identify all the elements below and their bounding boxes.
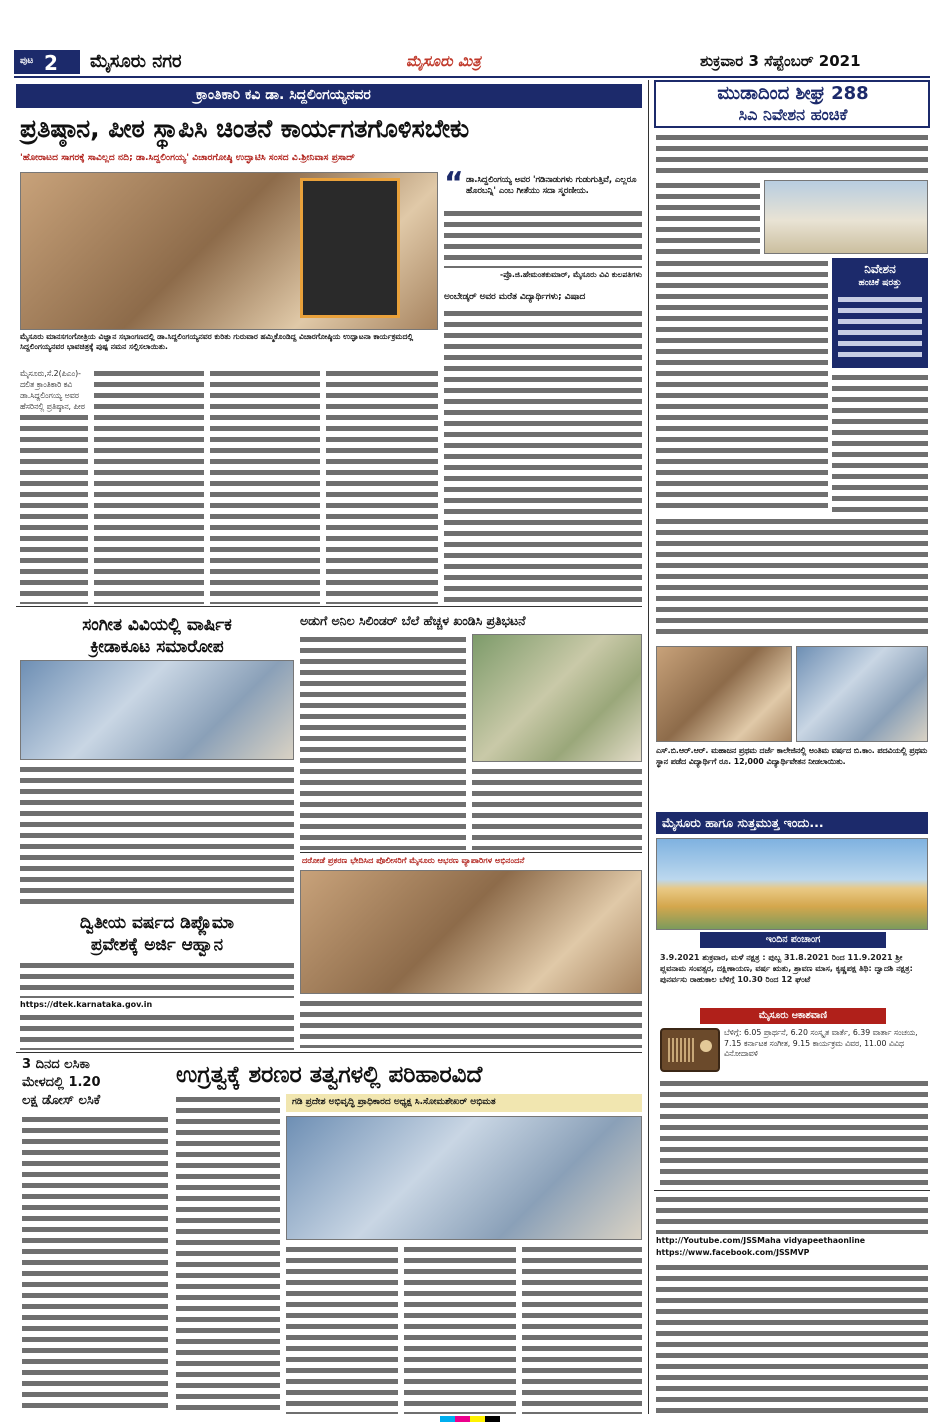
diploma-headline-2: ಪ್ರವೇಶಕ್ಕೆ ಅರ್ಜಿ ಆಹ್ವಾನ [90, 935, 224, 955]
muda-headline-2: ಸಿಎ ನಿವೇಶನ ಹಂಚಿಕೆ [738, 105, 848, 124]
lead-subhead: 'ಹೋರಾಟದ ಸಾಗರಕ್ಕೆ ಸಾವಿಲ್ಲದ ನದಿ; ಡಾ.ಸಿದ್ದಲಿಂಗಯ್ಯ' ವಿಚಾರಗೋಷ್ಠಿ ಉದ್ಘಾಟಿಸಿ ಸಂಸದ ವಿ.ಶ್ರೀನಿವಾಸ ಪ್ರಸಾದ್ [20, 152, 356, 163]
diploma-headline-1: ದ್ವಿತೀಯ ವರ್ಷದ ಡಿಪ್ಲೊಮಾ [79, 913, 235, 933]
sharana-body-col1 [176, 1094, 280, 1414]
portrait-frame [300, 178, 400, 318]
diploma-body-2 [20, 1012, 294, 1050]
music-headline-2: ಕ್ರೀಡಾಕೂಟ ಸಮಾರೋಪ [90, 637, 224, 657]
sharana-body-col4 [522, 1244, 642, 1414]
lead-body-col4 [326, 368, 438, 604]
masthead-rule [14, 76, 930, 78]
muda-body-1 [656, 132, 928, 176]
college-caption: ಎಸ್.ಬಿ.ಆರ್.ಆರ್. ಮಹಾಜನ ಪ್ರಥಮ ದರ್ಜೆ ಕಾಲೇಜಿನಲ್ಲಿ ಅಂತಿಮ ವರ್ಷದ ಬಿ.ಕಾಂ. ಪದವಿಯಲ್ಲಿ ಪ್ರಥಮ ಸ್ಥಾನ ಪಡೆದ ವಿದ್ಯಾರ್ಥಿಗೆ ರೂ. 12,000 ವಿದ್ಯಾರ್ಥಿವೇತನ ನೀಡಲಾಯಿತು. [656, 746, 928, 766]
quote-mark-icon: “ [444, 166, 464, 201]
color-registration-bottom [440, 1416, 500, 1422]
lead-kicker-bar [16, 84, 642, 108]
sharana-body-col2 [286, 1244, 398, 1414]
radio-icon-dial [700, 1040, 712, 1052]
page-label-badge [14, 50, 80, 74]
radio-icon-speaker [668, 1038, 694, 1062]
youtube-link[interactable]: http://Youtube.com/JSSMaha vidyapeethaonline [656, 1236, 866, 1245]
lead-body-col2 [94, 368, 204, 604]
police-banner [300, 852, 642, 868]
page-number: 2 [44, 51, 58, 75]
muda-box-title-1: ನಿವೇಶನ [864, 262, 896, 276]
cylinder-body-col1 [300, 634, 466, 850]
events-body-1 [656, 1194, 928, 1234]
diploma-body [20, 960, 294, 998]
cylinder-body-col2 [472, 766, 642, 850]
muda-body-5 [656, 516, 928, 640]
quote-text: ಡಾ.ಸಿದ್ದಲಿಂಗಯ್ಯ ಅವರ 'ಗಡಿನಾಡುಗಳು ಗುಡುಗುತ್ತಿವೆ, ಎಲ್ಲರೂ ಹೊರಬನ್ನಿ' ಎಂಬ ಗೀತೆಯು ಸದಾ ಸ್ಮರಣೀಯ. [466, 174, 637, 195]
page-label: ಪುಟ [20, 56, 34, 66]
sharana-headline: ಉಗ್ರತ್ವಕ್ಕೆ ಶರಣರ ತತ್ವಗಳಲ್ಲಿ ಪರಿಹಾರವಿದೆ [176, 1062, 483, 1088]
radio-icon [660, 1028, 720, 1072]
diploma-url[interactable]: https://dtek.karnataka.gov.in [20, 1000, 153, 1009]
radio-title: ಮೈಸೂರು ಆಕಾಶವಾಣಿ [758, 1010, 828, 1021]
right-divider [654, 1190, 930, 1191]
today-title: ಮೈಸೂರು ಹಾಗೂ ಸುತ್ತಮುತ್ತ ಇಂದು... [662, 815, 824, 830]
sharana-subhead-bar [286, 1094, 642, 1112]
quote-box [444, 166, 642, 290]
police-banner-text: ದರೋಡೆ ಪ್ರಕರಣ ಭೇದಿಸಿದ ಪೊಲೀಸರಿಗೆ ಮೈಸೂರು ಆಭರಣ ವ್ಯಾಪಾರಿಗಳ ಅಭಿನಂದನೆ [302, 855, 525, 865]
music-body [20, 764, 294, 906]
lead-kicker: ಕ್ರಾಂತಿಕಾರಿ ಕವಿ ಡಾ. ಸಿದ್ದಲಿಂಗಯ್ಯನವರ [196, 87, 371, 103]
panchanga-text: 3.9.2021 ಶುಕ್ರವಾರ, ಮಳೆ ನಕ್ಷತ್ರ : ಪುಬ್ಬ 31.8.2021 ರಿಂದ 11.9.2021 ಶ್ರೀ ಪ್ಲವನಾಮ ಸಂವತ್ಸರ, ದಕ್ಷಿಣಾಯಣ, ವರ್ಷ ಋತು, ಶ್ರಾವಣ ಮಾಸ, ಕೃಷ್ಣಪಕ್ಷ ತಿಥಿ: ದ್ವಾದಶಿ ನಕ್ಷತ್ರ: ಪುನರ್ವಸು ರಾಹುಕಾಲ ಬೆಳಿಗ್ಗೆ 10.30 ರಿಂದ 12 ಘಂಟೆ [660, 953, 913, 984]
radio-title-bar [700, 1008, 886, 1024]
vaccine-headline-2: ಮೇಳದಲ್ಲಿ 1.20 [22, 1075, 101, 1090]
lead-body-col1 [20, 412, 88, 604]
ambedkar-body [444, 308, 642, 604]
muda-body-2 [656, 180, 760, 254]
mid-divider [16, 1052, 642, 1053]
masthead [14, 50, 930, 74]
music-headline-1: ಸಂಗೀತ ವಿವಿಯಲ್ಲಿ ವಾರ್ಷಿಕ [82, 615, 232, 635]
lead-dateline: ಮೈಸೂರು,ಸೆ.2(ಪಿಎಂ)-ದಲಿತ ಕ್ರಾಂತಿಕಾರಿ ಕವಿ ಡಾ.ಸಿದ್ದಲಿಂಗಯ್ಯ ಅವರ ಹೆಸರಿನಲ್ಲಿ ಪ್ರತಿಷ್ಠಾನ, ಪೀಠ [20, 369, 85, 411]
events-body-2 [656, 1262, 928, 1414]
panchanga-bar [700, 932, 886, 948]
police-caption [300, 998, 642, 1048]
police-photo [300, 870, 642, 994]
ambedkar-headline: ಅಂಬೇಡ್ಕರ್ ಅವರ ಮರೆತ ವಿದ್ಯಾರ್ಥಿಗಳು; ವಿಷಾದ [444, 292, 586, 302]
muda-box [832, 258, 928, 368]
column-separator [648, 80, 649, 1414]
quote-credit: -ಪ್ರೊ.ಜಿ.ಹೇಮಂತಕುಮಾರ್, ಮೈಸೂರು ವಿವಿ ಕುಲಪತಿಗಳು [500, 270, 642, 279]
radio-text: ಬೆಳಿಗ್ಗೆ: 6.05 ಪ್ರಾರ್ಥನೆ, 6.20 ಸಂಸ್ಕೃತ ವಾರ್ತೆ, 6.39 ವಾರ್ತಾ ಸಂಚಯ, 7.15 ಕರ್ನಾಟಕ ಸಂಗೀತ, 9.15 ಕಾರ್ಯಕ್ರಮ ವಿವರ, 11.00 ವಿವಿಧ ವಿನೋದಾವಳಿ [724, 1028, 918, 1058]
muda-box-title-2: ಹಂಚಿಕೆ ಷರತ್ತು [858, 278, 902, 288]
muda-headline-1: ಮುಡಾದಿಂದ ಶೀಘ್ರ 288 [717, 83, 869, 104]
muda-building-photo [764, 180, 928, 254]
vaccine-headline-3: ಲಕ್ಷ ಡೋಸ್ ಲಸಿಕೆ [22, 1093, 101, 1108]
sharana-photo [286, 1116, 642, 1240]
muda-box-body [838, 294, 922, 362]
section-title: ಮೈಸೂರು ನಗರ [90, 51, 182, 72]
cylinder-headline: ಅಡುಗೆ ಅನಿಲ ಸಿಲಿಂಡರ್ ಬೆಲೆ ಹೆಚ್ಚಳ ಖಂಡಿಸಿ ಪ್ರತಿಭಟನೆ [300, 613, 526, 628]
lead-divider [16, 606, 642, 607]
college-photo-right [796, 646, 928, 742]
sharana-body-col3 [404, 1244, 516, 1414]
radio-body [660, 1078, 928, 1186]
panchanga-title: ಇಂದಿನ ಪಂಚಾಂಗ [765, 934, 821, 945]
lead-body-col3 [210, 368, 320, 604]
muda-headline-box [654, 80, 930, 128]
today-title-bar [656, 812, 928, 834]
vaccine-body [22, 1114, 168, 1414]
college-photo-left [656, 646, 792, 742]
vaccine-headline-1: 3 ದಿನದ ಲಸಿಕಾ [22, 1057, 90, 1072]
lead-photo-caption: ಮೈಸೂರು ಮಾನಸಗಂಗೋತ್ರಿಯ ವಿಜ್ಞಾನ ಸಭಾಂಗಣದಲ್ಲಿ ಡಾ.ಸಿದ್ದಲಿಂಗಯ್ಯನವರ ಕುರಿತು ಗುರುವಾರ ಹಮ್ಮಿಕೊಂಡಿದ್ದ ವಿಚಾರಗೋಷ್ಠಿಯ ಉದ್ಘಾಟನಾ ಕಾರ್ಯಕ್ರಮದಲ್ಲಿ ಸಿದ್ದಲಿಂಗಯ್ಯನವರ ಭಾವಚಿತ್ರಕ್ಕೆ ಪುಷ್ಪ ನಮನ ಸಲ್ಲಿಸಲಾಯಿತು. [20, 332, 414, 351]
quote-body [444, 208, 642, 268]
sharana-subhead: ಗಡಿ ಪ್ರದೇಶ ಅಭಿವೃದ್ಧಿ ಪ್ರಾಧಿಕಾರದ ಅಧ್ಯಕ್ಷ ಸಿ.ಸೋಮಶೇಖರ್ ಅಭಿಮತ [292, 1097, 496, 1107]
facebook-link[interactable]: https://www.facebook.com/JSSMVP [656, 1248, 810, 1257]
paper-logo: ಮೈಸೂರು ಮಿತ್ರ [406, 52, 481, 70]
cylinder-photo [472, 634, 642, 762]
lead-headline: ಪ್ರತಿಷ್ಠಾನ, ಪೀಠ ಸ್ಥಾಪಿಸಿ ಚಿಂತನೆ ಕಾರ್ಯಗತಗೊಳಿಸಬೇಕು [20, 114, 470, 143]
palace-photo [656, 838, 928, 930]
muda-body-4 [832, 372, 928, 512]
date-line: ಶುಕ್ರವಾರ 3 ಸೆಪ್ಟೆಂಬರ್ 2021 [700, 52, 861, 70]
muda-body-3 [656, 258, 828, 512]
music-photo [20, 660, 294, 760]
